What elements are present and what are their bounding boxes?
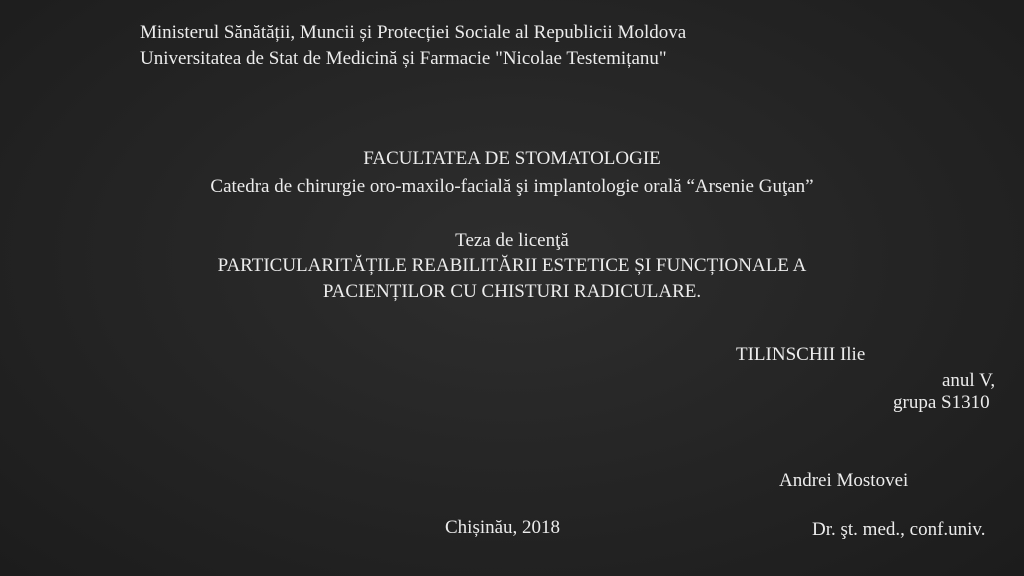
supervisor-rank: Dr. şt. med., conf.univ. (812, 519, 986, 540)
thesis-label: Teza de licenţă (455, 230, 569, 251)
institution-header (140, 20, 686, 72)
ministry-line: Ministerul Sănătății, Muncii și Protecției Sociale al Republicii Moldova (140, 22, 687, 43)
faculty-title: FACULTATEA DE STOMATOLOGIE (363, 148, 661, 169)
student-year: anul V, (942, 370, 996, 391)
university-line: Universitatea de Stat de Medicină și Farmacie "Nicolae Testemițanu" (140, 48, 667, 69)
thesis-title-line-2: PACIENȚILOR CU CHISTURI RADICULARE. (322, 281, 702, 302)
supervisor-name: Andrei Mostovei (779, 470, 909, 491)
department-line: Catedra de chirurgie oro-maxilo-facială şi implantologie orală “Arsenie Guţan” (210, 176, 814, 197)
place-date: Chișinău, 2018 (445, 517, 561, 538)
student-name: TILINSCHII Ilie (736, 344, 866, 365)
student-group: grupa S1310 (893, 392, 990, 413)
thesis-title-line-1: PARTICULARITĂȚILE REABILITĂRII ESTETICE ȘI FUNCȚIONALE A (217, 255, 807, 276)
